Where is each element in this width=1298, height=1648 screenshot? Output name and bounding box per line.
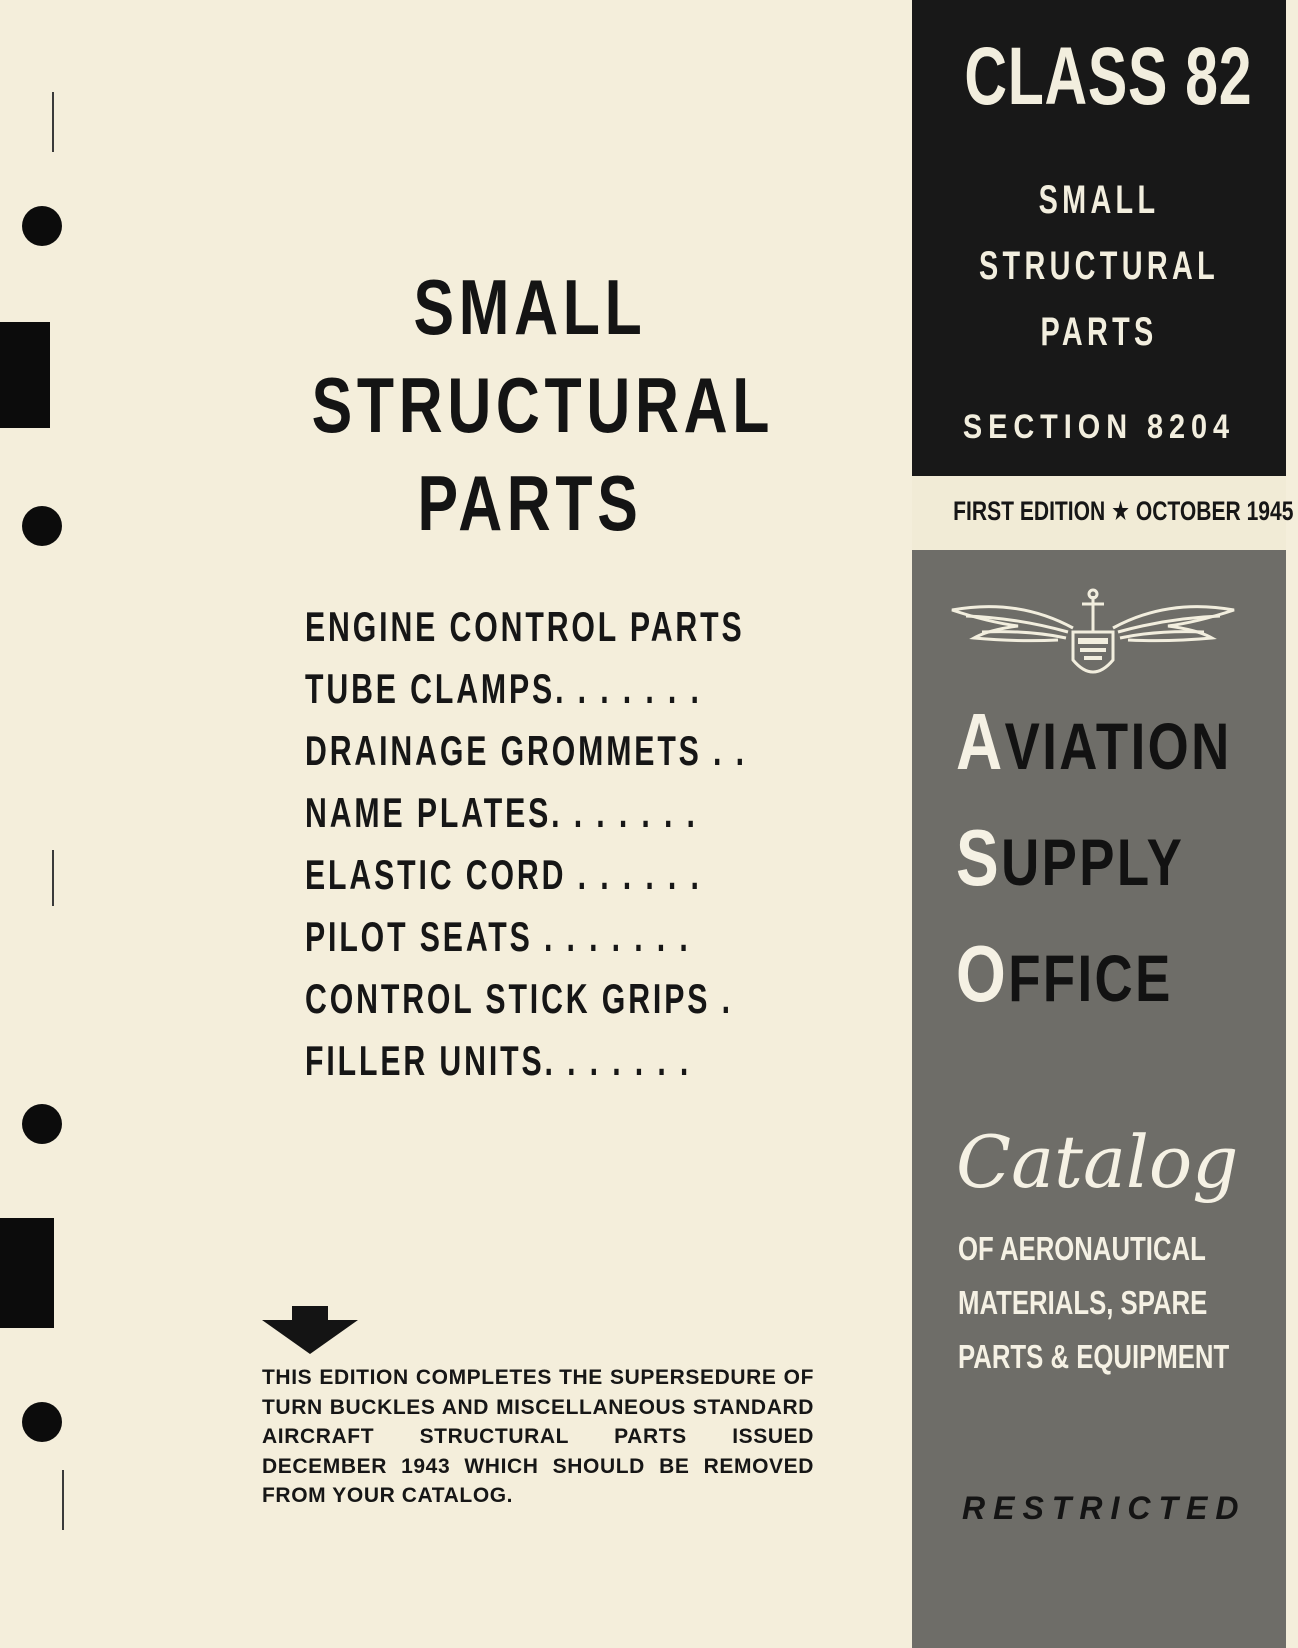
section-label: SECTION 8204 bbox=[962, 408, 1236, 446]
class-panel bbox=[912, 0, 1286, 476]
aso-panel bbox=[912, 550, 1286, 1648]
binder-hole bbox=[22, 1402, 62, 1442]
naval-aviator-wings-icon bbox=[948, 588, 1238, 688]
page-title bbox=[311, 258, 775, 552]
list-item: PILOT SEATS . . . . . . . bbox=[305, 913, 691, 960]
subject-line: STRUCTURAL bbox=[979, 244, 1219, 288]
list-item: ELASTIC CORD . . . . . . bbox=[305, 851, 702, 898]
edition-strip bbox=[912, 476, 1294, 550]
parts-list bbox=[305, 596, 765, 1092]
catalog-subtitle-line: OF AERONAUTICAL bbox=[958, 1230, 1206, 1267]
binder-hole bbox=[22, 206, 62, 246]
binder-tab bbox=[0, 322, 50, 428]
catalog-subtitle-line: MATERIALS, SPARE bbox=[958, 1284, 1208, 1321]
margin-mark bbox=[62, 1470, 64, 1530]
subject-line: SMALL bbox=[1038, 178, 1160, 222]
catalog-subtitle bbox=[958, 1222, 1230, 1384]
binder-hole bbox=[22, 1104, 62, 1144]
edition-label: FIRST EDITION ★ OCTOBER 1945 bbox=[953, 496, 1294, 526]
subject-line: PARTS bbox=[1040, 310, 1158, 354]
aso-line-aviation: AVIATION bbox=[956, 697, 1232, 786]
list-item: NAME PLATES. . . . . . . bbox=[305, 789, 698, 836]
aso-line-office: OFFICE bbox=[956, 929, 1173, 1018]
list-item: CONTROL STICK GRIPS . bbox=[305, 975, 733, 1022]
binder-hole bbox=[22, 506, 62, 546]
list-item: TUBE CLAMPS. . . . . . . bbox=[305, 665, 702, 712]
class-title: CLASS 82 bbox=[964, 31, 1253, 122]
catalog-subtitle-line: PARTS & EQUIPMENT bbox=[958, 1338, 1230, 1375]
supersedure-notice: THIS EDITION COMPLETES THE SUPERSEDURE OF TURN BUCKLES AND MISCELLANEOUS STANDARD AIRCRAFT STRUCTURAL PARTS ISSUED DECEMBER 1943 WHICH SHOULD BE REMOVED FROM YOUR CATALOG. bbox=[262, 1366, 814, 1507]
list-item: ENGINE CONTROL PARTS bbox=[305, 603, 745, 650]
margin-mark bbox=[52, 92, 54, 152]
restricted-label: RESTRICTED bbox=[962, 1490, 1247, 1526]
title-line: STRUCTURAL bbox=[311, 361, 775, 449]
aso-line-supply: SUPPLY bbox=[956, 813, 1185, 902]
title-line: SMALL bbox=[413, 263, 647, 351]
down-arrow-icon bbox=[262, 1306, 358, 1354]
catalog-script-title: Catalog bbox=[956, 1120, 1239, 1204]
list-item: DRAINAGE GROMMETS . . bbox=[305, 727, 747, 774]
title-line: PARTS bbox=[417, 459, 643, 547]
binder-tab bbox=[0, 1218, 54, 1328]
list-item: FILLER UNITS. . . . . . . bbox=[305, 1037, 692, 1084]
margin-mark bbox=[52, 850, 54, 906]
